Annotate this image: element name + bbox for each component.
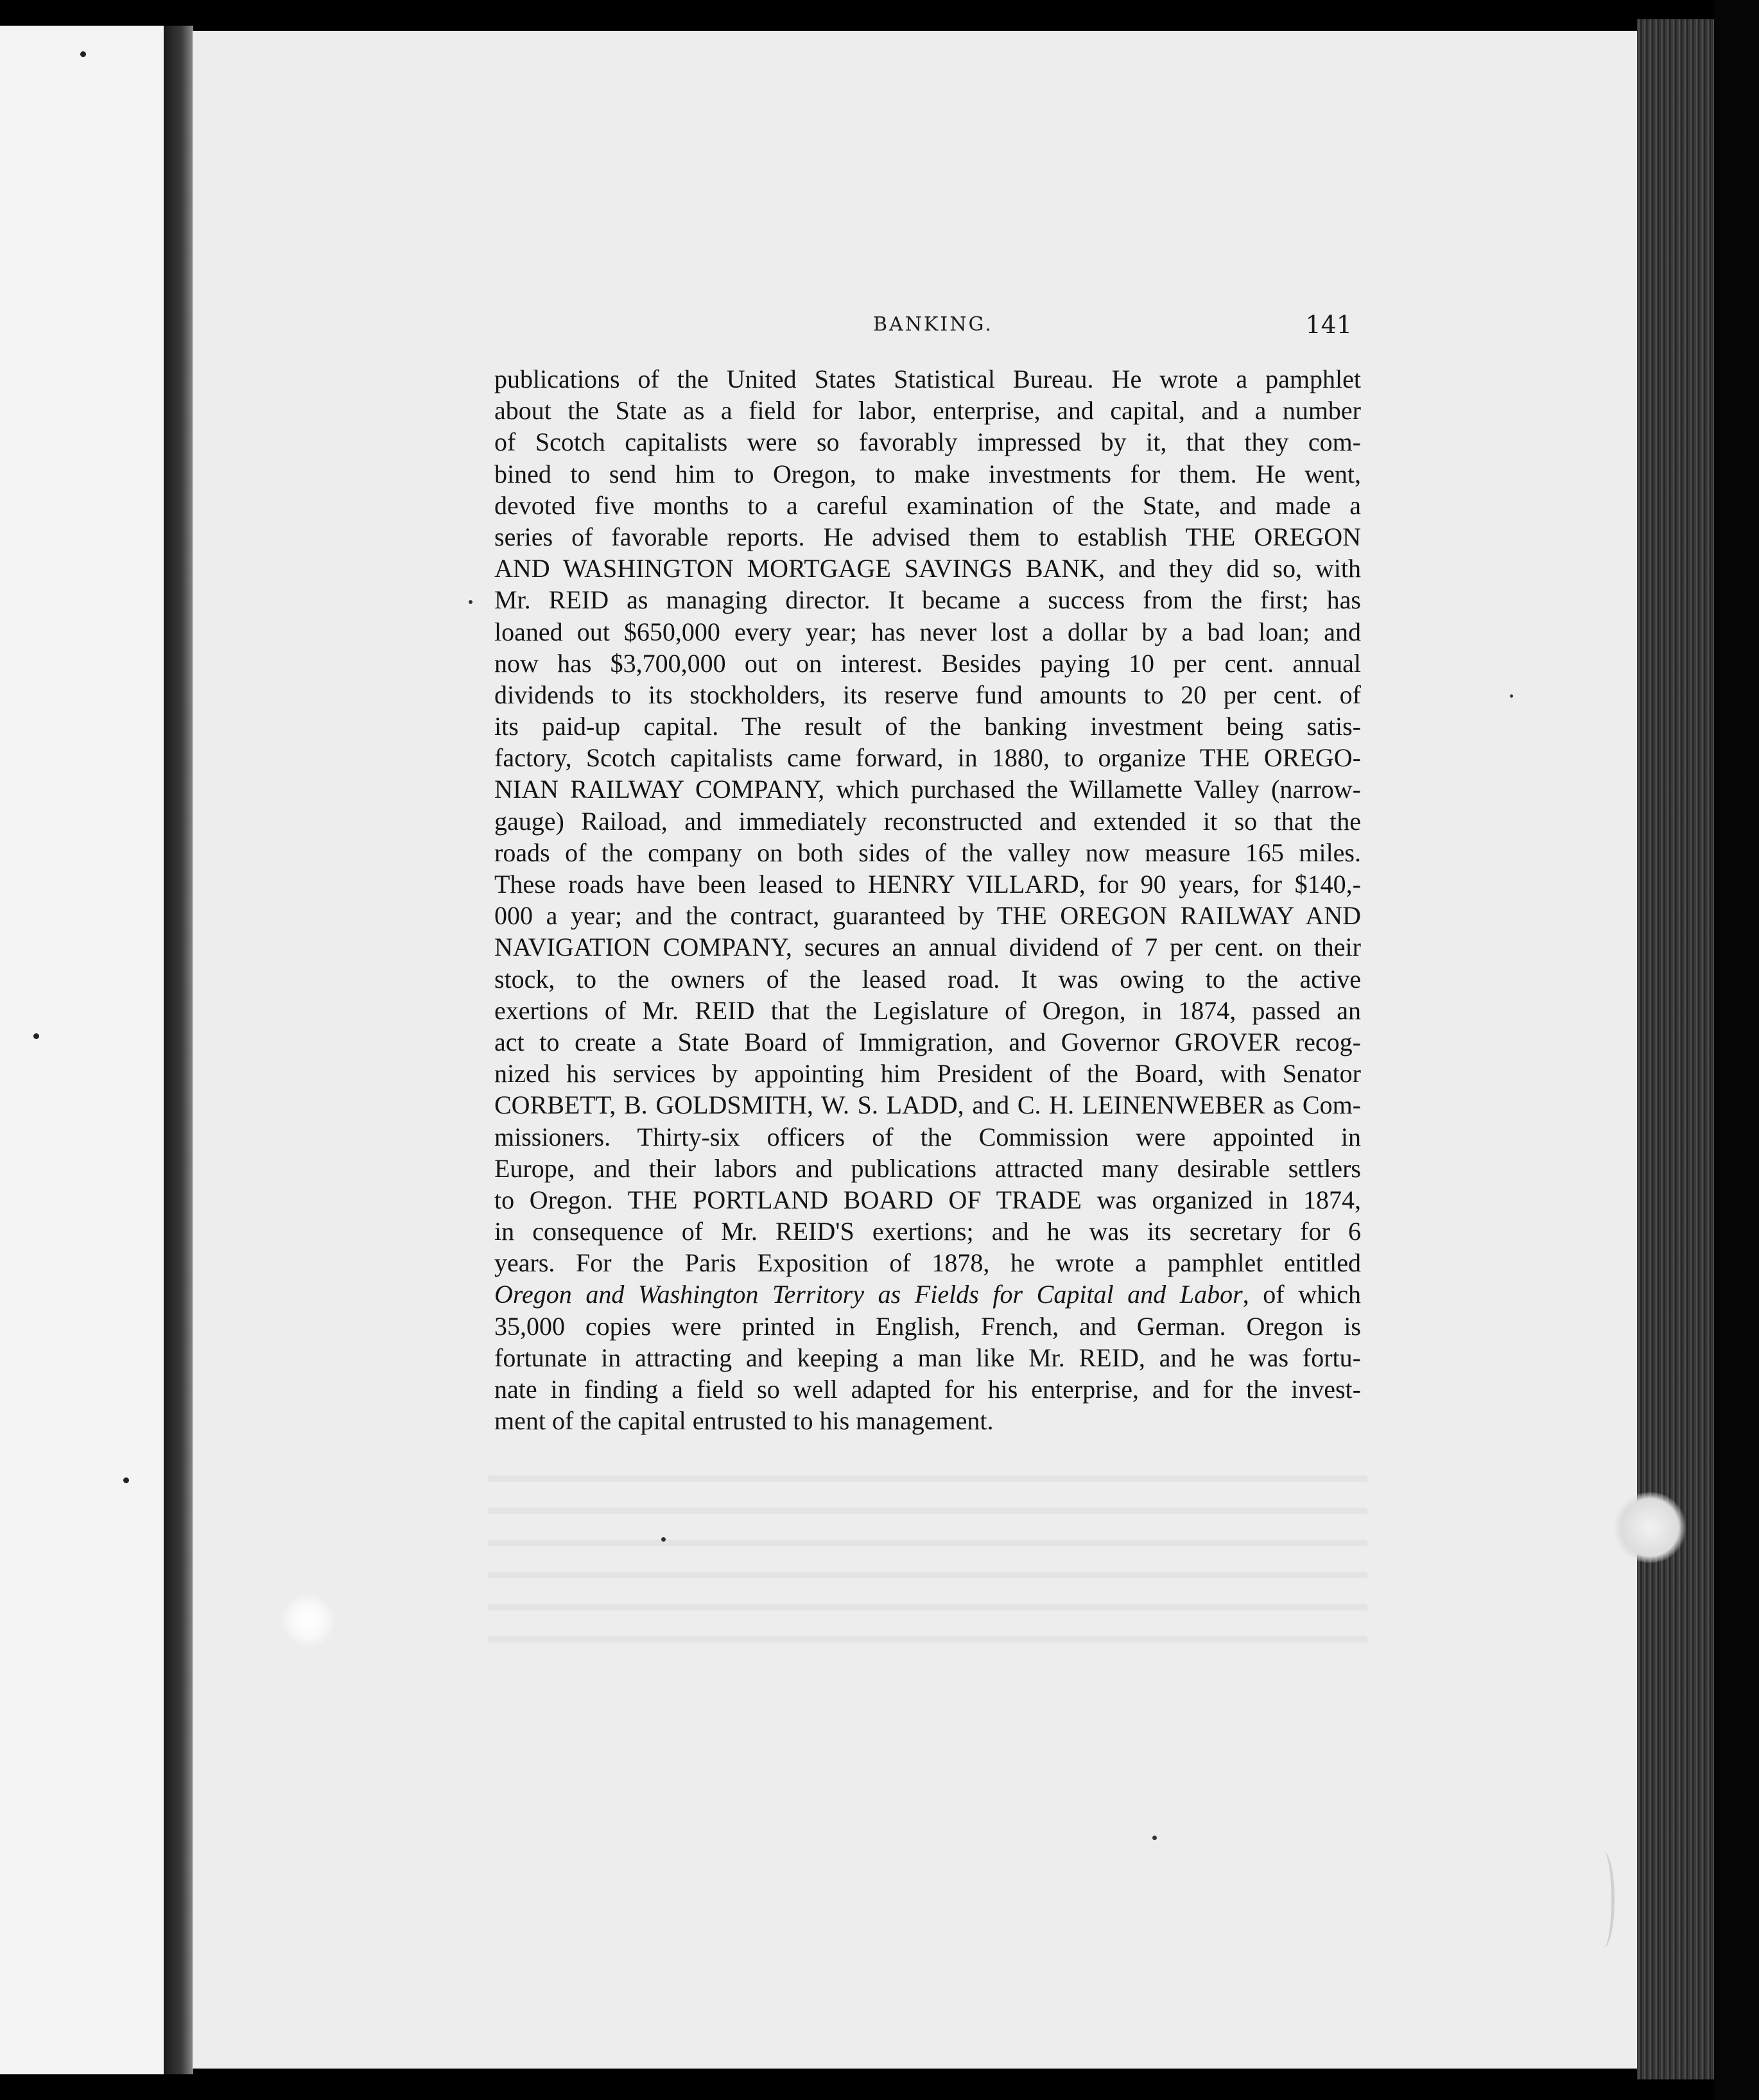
- text-line-italic-title: Oregon and Washington Territory as Fields for Capital and Labor, of which: [494, 1280, 1361, 1309]
- text-line: to Oregon. THE PORTLAND BOARD OF TRADE was organized in 1874,: [494, 1185, 1361, 1214]
- left-facing-page: [0, 26, 164, 2074]
- text-line: of Scotch capitalists were so favorably impressed by it, that they com-: [494, 427, 1361, 457]
- text-line: NAVIGATION COMPANY, secures an annual dividend of 7 per cent. on their: [494, 933, 1361, 962]
- text-line: devoted five months to a careful examination of the State, and made a: [494, 490, 1361, 520]
- edge-blemish: [1611, 1492, 1688, 1563]
- text-line: fortunate in attracting and keeping a man like Mr. REID, and he was fortu-: [494, 1343, 1361, 1372]
- text-line: nate in finding a field so well adapted for his enterprise, and for the invest-: [494, 1375, 1361, 1404]
- book-title: Oregon and Washington Territory as Fields for Capital and Labor: [494, 1280, 1243, 1309]
- left-page-speck: [33, 1033, 39, 1039]
- text-line: roads of the company on both sides of the valley now measure 165 miles.: [494, 838, 1361, 867]
- text-line: nized his services by appointing him President of the Board, with Senator: [494, 1059, 1361, 1089]
- text-line: about the State as a field for labor, enterprise, and capital, and a number: [494, 396, 1361, 426]
- text-line: AND WASHINGTON MORTGAGE SAVINGS BANK, and they did so, with: [494, 554, 1361, 583]
- page-number: 141: [1305, 311, 1352, 339]
- text-line: series of favorable reports. He advised them to establish THE OREGON: [494, 522, 1361, 551]
- text-line: publications of the United States Statistical Bureau. He wrote a pamphlet: [494, 365, 1361, 393]
- text-line: years. For the Paris Exposition of 1878, he wrote a pamphlet entitled: [494, 1248, 1361, 1278]
- page-edges-shadow: [1714, 0, 1759, 2100]
- body-text: [494, 363, 1361, 1436]
- text-line: missioners. Thirty-six officers of the Commission were appointed in: [494, 1122, 1361, 1151]
- text-line: gauge) Raiload, and immediately reconstructed and extended it so that the: [494, 806, 1361, 836]
- text-line: loaned out $650,000 every year; has never lost a dollar by a bad loan; and: [494, 617, 1361, 646]
- show-through-text: [488, 1457, 1367, 1662]
- text-line: act to create a State Board of Immigration, and Governor GROVER recog-: [494, 1027, 1361, 1056]
- page-header: [494, 313, 1361, 352]
- text-line: factory, Scotch capitalists came forward, in 1880, to organize THE OREGO-: [494, 743, 1361, 773]
- text-line: exertions of Mr. REID that the Legislature of Oregon, in 1874, passed an: [494, 995, 1361, 1025]
- text-line: Europe, and their labors and publications attracted many desirable settlers: [494, 1153, 1361, 1183]
- text-line: CORBETT, B. GOLDSMITH, W. S. LADD, and C. H. LEINENWEBER as Com-: [494, 1090, 1361, 1120]
- edge-mark: [1592, 1852, 1615, 1948]
- text-line: its paid-up capital. The result of the banking investment being satis-: [494, 712, 1361, 741]
- text-line: dividends to its stockholders, its reserve fund amounts to 20 per cent. of: [494, 680, 1361, 709]
- page-edges: [1637, 19, 1714, 2079]
- text-line: now has $3,700,000 out on interest. Besides paying 10 per cent. annual: [494, 648, 1361, 678]
- left-page-speck: [80, 51, 86, 57]
- text-line: 35,000 copies were printed in English, French, and German. Oregon is: [494, 1311, 1361, 1341]
- book-gutter: [164, 26, 193, 2074]
- text-line: ment of the capital entrusted to his management.: [494, 1406, 994, 1436]
- page-speck: [469, 600, 472, 604]
- page-speck: [1152, 1836, 1157, 1840]
- page-blemish: [282, 1592, 334, 1649]
- text-line: These roads have been leased to HENRY VILLARD, for 90 years, for $140,-: [494, 870, 1361, 899]
- text-line: in consequence of Mr. REID'S exertions; and he was its secretary for 6: [494, 1217, 1361, 1246]
- text-line: NIAN RAILWAY COMPANY, which purchased the Willamette Valley (narrow-: [494, 775, 1361, 804]
- page-speck: [661, 1537, 666, 1542]
- text-line: 000 a year; and the contract, guaranteed by THE OREGON RAILWAY AND: [494, 901, 1361, 931]
- running-head: BANKING.: [873, 313, 993, 336]
- left-page-speck: [123, 1477, 129, 1483]
- text-line: Mr. REID as managing director. It became a success from the first; has: [494, 585, 1361, 615]
- page-speck: [1510, 694, 1513, 698]
- text-line: stock, to the owners of the leased road. It was owing to the active: [494, 964, 1361, 994]
- text-line: bined to send him to Oregon, to make investments for them. He went,: [494, 459, 1361, 488]
